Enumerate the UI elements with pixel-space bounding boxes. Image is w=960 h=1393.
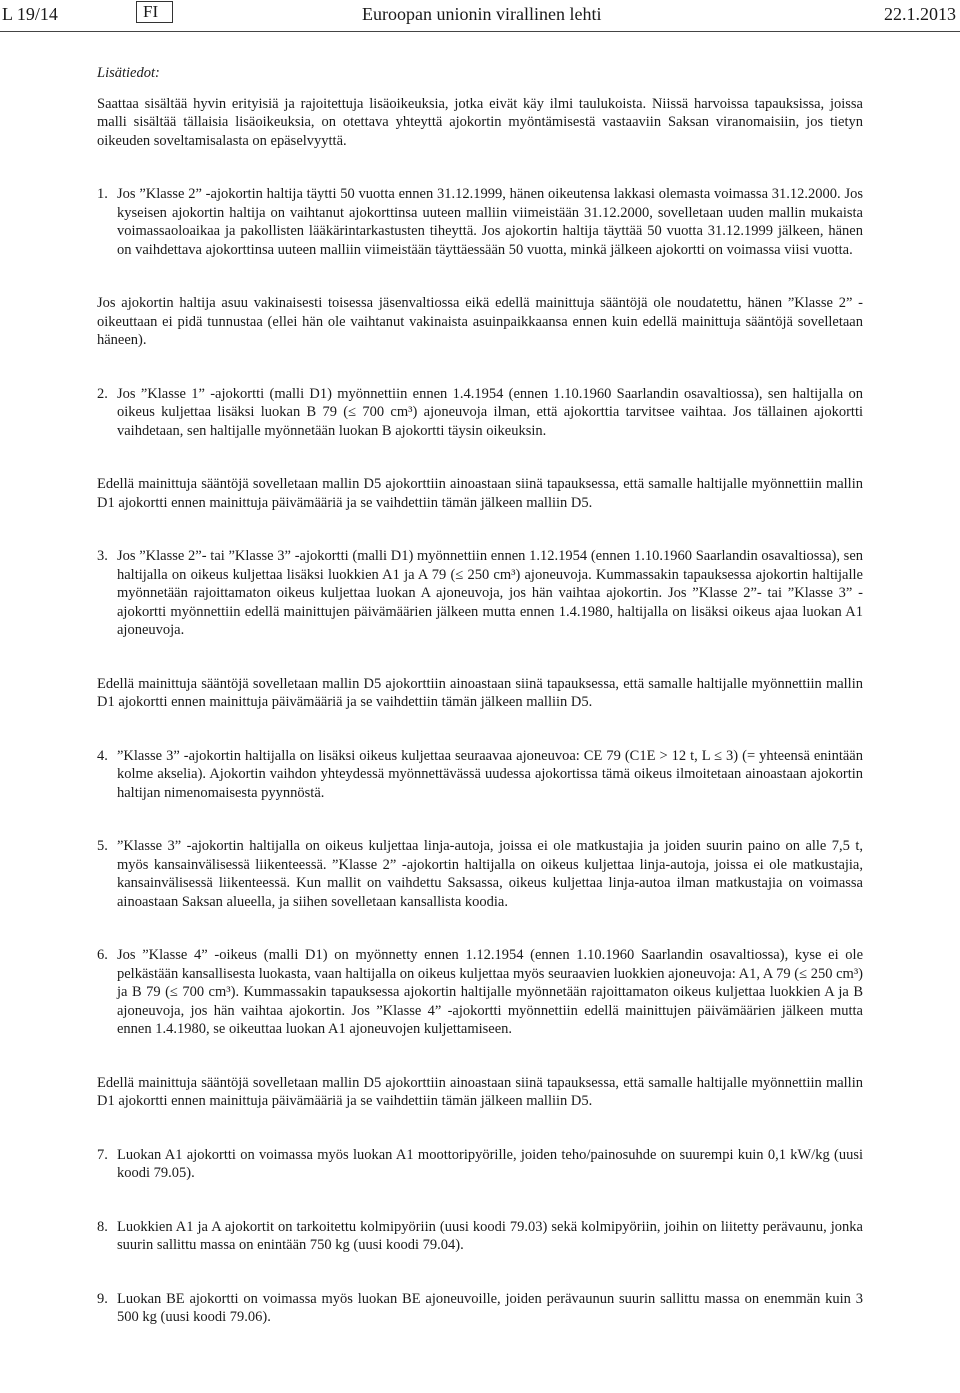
list-item-8 bbox=[97, 1218, 863, 1255]
item-text: ”Klasse 3” -ajokortin haltijalla on oikeus kuljettaa linja-autoja, joissa ei ole matkustajia ja joiden suurin paino on alle 7,5 t, myös kansainvälisessä liikenteessä. ”Klasse 2” -ajokortin haltijalla on oikeus kuljettaa linja-autoja, joissa ei ole matkustajia, kansainvälisessä liikenteessä. Kun mallit on vaihdettu Saksassa, oikeus kuljettaa linja-autoa ilman matkustajia on voimassa ainoastaan Saksan alueella, ja siihen sovelletaan kansallista koodia. bbox=[117, 838, 863, 910]
item-text: Luokan A1 ajokortti on voimassa myös luokan A1 moottoripyörille, joiden teho/painosuhde on suurempi kuin 0,1 kW/kg (uusi koodi 79.05). bbox=[117, 1146, 863, 1181]
list-item-1 bbox=[97, 185, 863, 259]
list-item-5 bbox=[97, 837, 863, 911]
item-number: 7. bbox=[97, 1146, 108, 1163]
item-number: 1. bbox=[97, 186, 108, 202]
list-item-9 bbox=[97, 1290, 863, 1327]
paragraph-4: Edellä mainittuja sääntöjä sovelletaan mallin D5 ajokorttiin ainoastaan siinä tapauksessa, että samalle haltijalle myönnettiin mallin D1 ajokortti ennen mainittuja päivämääriä ja se vaihdettiin tämän jälkeen malliin D5. bbox=[97, 1074, 863, 1109]
item-number: 4. bbox=[97, 747, 108, 764]
item-number: 8. bbox=[97, 1218, 108, 1235]
list-item-7 bbox=[97, 1146, 863, 1183]
item-text: Luokkien A1 ja A ajokortit on tarkoitettu kolmipyöriin (uusi koodi 79.03) sekä kolmipyöriin, joihin on liitetty perävaunu, jonka suurin sallittu massa on enintään 750 kg (uusi koodi 79.04). bbox=[117, 1218, 863, 1253]
item-number: 5. bbox=[97, 838, 108, 854]
header-rule bbox=[0, 31, 960, 32]
list-item-4 bbox=[97, 747, 863, 803]
item-text: Luokan BE ajokortti on voimassa myös luokan BE ajoneuvoille, joiden perävaunun suurin sallittu massa on enemmän kuin 3 500 kg (uusi koodi 79.06). bbox=[117, 1290, 863, 1325]
paragraph-2: Edellä mainittuja sääntöjä sovelletaan mallin D5 ajokorttiin ainoastaan siinä tapauksessa, että samalle haltijalle myönnettiin mallin D1 ajokortti ennen mainittuja päivämääriä ja se vaihdettiin tämän jälkeen malliin D5. bbox=[97, 476, 863, 511]
item-number: 3. bbox=[97, 548, 108, 564]
item-number: 6. bbox=[97, 947, 108, 963]
item-text: Jos ”Klasse 2”- tai ”Klasse 3” -ajokortti (malli D1) myönnettiin ennen 1.12.1954 (ennen 1.10.1960 Saarlandin osavaltiossa), sen haltijalla on oikeus kuljettaa lisäksi luokkien A1 ja A 79 (≤ 250 cm³) ajoneuvoja. Kummassakin tapauksessa ajokortin haltijalle myönnetään rajoittamaton oikeus kuljettaa luokan A ajoneuvoja, jos hän vaihtaa ajokortin. Jos ”Klasse 2”- tai ”Klasse 3” -ajokortti myönnettiin edellä mainittujen päivämäärien jälkeen mutta ennen 1.4.1980, haltijalla on lisäksi oikeus ajaa luokan A1 ajoneuvoja. bbox=[117, 548, 863, 638]
intro-paragraph: Saattaa sisältää hyvin erityisiä ja rajoitettuja lisäoikeuksia, jotka eivät käy ilmi taulukoista. Niissä harvoissa tapauksissa, joissa malli sisältää tällaisia lisäoikeuksia, on otettava yhteyttä ajokortin myöntämisestä vastaaviin Saksan viranomaisiin, jos tietyn oikeuden soveltamisalasta on epäselvyyttä. bbox=[97, 95, 863, 149]
journal-title: Euroopan unionin virallinen lehti bbox=[362, 4, 602, 24]
list-item-3 bbox=[97, 547, 863, 640]
paragraph-3: Edellä mainittuja sääntöjä sovelletaan mallin D5 ajokorttiin ainoastaan siinä tapauksessa, että samalle haltijalle myönnettiin mallin D1 ajokortti ennen mainittuja päivämääriä ja se vaihdettiin tämän jälkeen malliin D5. bbox=[97, 675, 863, 710]
paragraph-1: Jos ajokortin haltija asuu vakinaisesti toisessa jäsenvaltiossa eikä edellä mainittuja sääntöjä ole noudatettu, hänen ”Klasse 2” -oikeuttaan ei pidä tunnustaa (ellei hän ole vaihtanut vakinaista asuinpaikkaansa ennen kuin edellä mainittuja sääntöjä sovelletaan häneen). bbox=[97, 295, 863, 348]
item-text: Jos ”Klasse 1” -ajokortti (malli D1) myönnettiin ennen 1.4.1954 (ennen 1.10.1960 Saarlandin osavaltiossa), sen haltijalla on oikeus kuljettaa lisäksi luokan B 79 (≤ 700 cm³) ajoneuvoja ilman, että ajokorttia tarvitsee vaihtaa. Jos tällainen ajokortti vaihdetaan, sen haltijalle myönnetään luokan B ajokortti täysin oikeuksin. bbox=[117, 385, 863, 439]
list-item-2 bbox=[97, 385, 863, 441]
page-number: L 19/14 bbox=[2, 4, 58, 24]
section-label: Lisätiedot: bbox=[97, 65, 160, 81]
document-body bbox=[97, 64, 863, 1327]
page-header bbox=[0, 0, 960, 28]
language-box: FI bbox=[136, 1, 173, 23]
item-text: Jos ”Klasse 4” -oikeus (malli D1) on myönnetty ennen 1.12.1954 (ennen 1.10.1960 Saarlandin osavaltiossa), kyse ei ole pelkästään kansallisesta luokasta, vaan haltijalla on oikeus kuljettaa myös seuraavien luokkien ajoneuvoja: A1, A 79 (≤ 250 cm³) ja B 79 (≤ 700 cm³). Kummassakin tapauksessa ajokortin haltijalle myönnetään rajoittamaton oikeus kuljettaa luokkien A ja B ajoneuvoja, jos hän vaihtaa ajokortin. Jos ”Klasse 4” -ajokortti myönnettiin edellä mainittujen päivämäärien jälkeen mutta ennen 1.4.1980, se oikeuttaa luokan A1 ajoneuvojen kuljettamiseen. bbox=[117, 947, 863, 1037]
item-text: ”Klasse 3” -ajokortin haltijalla on lisäksi oikeus kuljettaa seuraavaa ajoneuvoa: CE 79 (C1E > 12 t, L ≤ 3) (= yhteensä enintään kolme akselia). Ajokortin vaihdon yhteydessä myönnettävässä uudessa ajokortissa tämä oikeus ilmoitetaan ainoastaan ajokortin haltijan nimenomaisesta pyynnöstä. bbox=[117, 747, 863, 801]
issue-date: 22.1.2013 bbox=[884, 4, 956, 24]
list-item-6 bbox=[97, 946, 863, 1039]
item-number: 2. bbox=[97, 385, 108, 402]
item-number: 9. bbox=[97, 1290, 108, 1307]
item-text: Jos ”Klasse 2” -ajokortin haltija täytti 50 vuotta ennen 31.12.1999, hänen oikeutensa lakkasi olemasta voimassa 31.12.2000. Jos kyseisen ajokortin haltija on vaihtanut ajokorttinsa uuteen malliin viimeistään 31.12.2000, sovelletaan uuden mallin mukaista voimassaoloaikaa ja pakollisten lääkärintarkastusten tiheyttä. Jos ajokortin haltija täyttää 50 vuotta 31.12.1999 jälkeen, hänen on vaihdettava ajokorttinsa uuteen malliin viimeistään täyttäessään 50 vuotta, minkä jälkeen ajokortti on voimassa viisi vuotta. bbox=[117, 186, 863, 258]
